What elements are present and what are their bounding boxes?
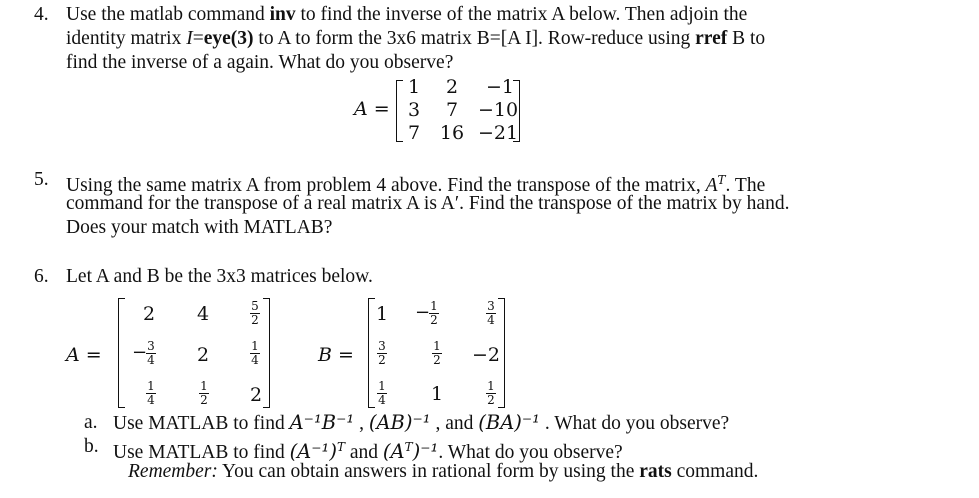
remember-label: Remember:	[128, 461, 218, 482]
matrix-cell: −10	[477, 99, 519, 121]
math-expression: (AB)⁻¹	[368, 411, 431, 434]
math-expression: (BA)⁻¹	[478, 411, 540, 434]
item-a-text	[113, 412, 729, 435]
text: B to	[727, 28, 766, 49]
text: command.	[671, 461, 759, 482]
text: identity matrix	[66, 28, 187, 49]
problem-4-number: 4.	[34, 4, 49, 25]
text: . The	[725, 175, 766, 196]
transpose-superscript: T	[404, 440, 413, 454]
text: Using the same matrix A from problem 4 above. Find the transpose of the matrix,	[66, 175, 706, 196]
matrix-cell: 2	[249, 384, 263, 406]
text: . What do you observe?	[438, 442, 623, 463]
matrix-cell: 7	[445, 99, 459, 121]
minus-sign: −	[415, 302, 431, 323]
matrix-cell: −21	[477, 122, 519, 144]
math-expression: (A⁻¹)	[289, 440, 337, 463]
text: , and	[430, 413, 479, 434]
matrix-left-bracket	[118, 298, 125, 408]
matrix-fraction: 5 2	[251, 299, 259, 327]
matrix-fraction: 1 4	[378, 379, 386, 407]
matrix-b-label: B =	[318, 344, 354, 366]
rats-command: rats	[639, 461, 672, 482]
problem-6-line-1: Let A and B be the 3x3 matrices below.	[66, 266, 373, 287]
text: ,	[354, 413, 369, 434]
matrix-cell: 7	[407, 122, 421, 144]
text: Use MATLAB to find	[113, 442, 290, 463]
problem-6-number: 6.	[34, 266, 49, 287]
matrix-fraction: 1 2	[433, 339, 441, 367]
matrix-cell: 1	[430, 383, 444, 405]
identity-symbol: I	[186, 28, 193, 49]
eye-command: eye(3)	[203, 28, 254, 49]
matrix-cell: 1	[375, 303, 389, 325]
matrix-fraction: 3 4	[147, 339, 155, 367]
inv-command: inv	[269, 4, 296, 25]
problem-4-line-3: find the inverse of a again. What do you observe?	[66, 52, 454, 73]
text: =	[192, 28, 204, 49]
matrix-cell: 2	[445, 76, 459, 98]
math-expression: )⁻¹	[412, 440, 439, 463]
rref-command: rref	[695, 28, 728, 49]
text: Use the matlab command	[66, 4, 270, 25]
matrix-cell: −1	[485, 76, 514, 98]
minus-sign: −	[132, 342, 148, 363]
matrix-fraction: 1 4	[251, 339, 259, 367]
matrix-cell: 3	[407, 99, 421, 121]
matrix-fraction: 1 2	[430, 299, 438, 327]
matrix-fraction: 3 4	[487, 299, 495, 327]
text: . What do you observe?	[540, 413, 730, 434]
text: Use MATLAB to find	[113, 413, 290, 434]
problem-4-line-2	[66, 28, 765, 50]
math-expression: A⁻¹B⁻¹	[289, 411, 355, 434]
problem-5-line-2: command for the transpose of a real matrix A is A′. Find the transpose of the matrix by hand.	[66, 193, 790, 214]
item-a-label: a.	[84, 412, 98, 433]
a-symbol: A	[705, 175, 718, 196]
problem-4-line-1	[66, 4, 747, 26]
matrix-a-label: A =	[354, 98, 390, 120]
matrix-a-label: A =	[66, 344, 102, 366]
math-expression: (A	[382, 440, 405, 463]
transpose-superscript: T	[337, 440, 346, 454]
matrix-fraction: 1 4	[147, 379, 155, 407]
matrix-fraction: 1 2	[487, 379, 495, 407]
matrix-cell: 4	[196, 303, 210, 325]
problem-5-number: 5.	[34, 169, 49, 190]
problem-5-line-3: Does your match with MATLAB?	[66, 217, 333, 238]
matrix-cell: −2	[471, 344, 500, 366]
matrix-cell: 1	[407, 76, 421, 98]
matrix-fraction: 1 2	[200, 379, 208, 407]
matrix-cell: 16	[439, 122, 465, 144]
item-b-text	[113, 436, 623, 464]
transpose-superscript: T	[717, 173, 726, 187]
remember-note	[128, 461, 758, 483]
matrix-cell: 2	[142, 303, 156, 325]
text: to A to form the 3x6 matrix B=[A I]. Row-reduce using	[253, 28, 696, 49]
matrix-fraction: 3 2	[378, 339, 386, 367]
text: and	[345, 442, 383, 463]
text: to find the inverse of the matrix A below. Then adjoin the	[295, 4, 748, 25]
text: You can obtain answers in rational form by using the	[217, 461, 640, 482]
matrix-cell: 2	[196, 344, 210, 366]
item-b-label: b.	[84, 436, 99, 457]
